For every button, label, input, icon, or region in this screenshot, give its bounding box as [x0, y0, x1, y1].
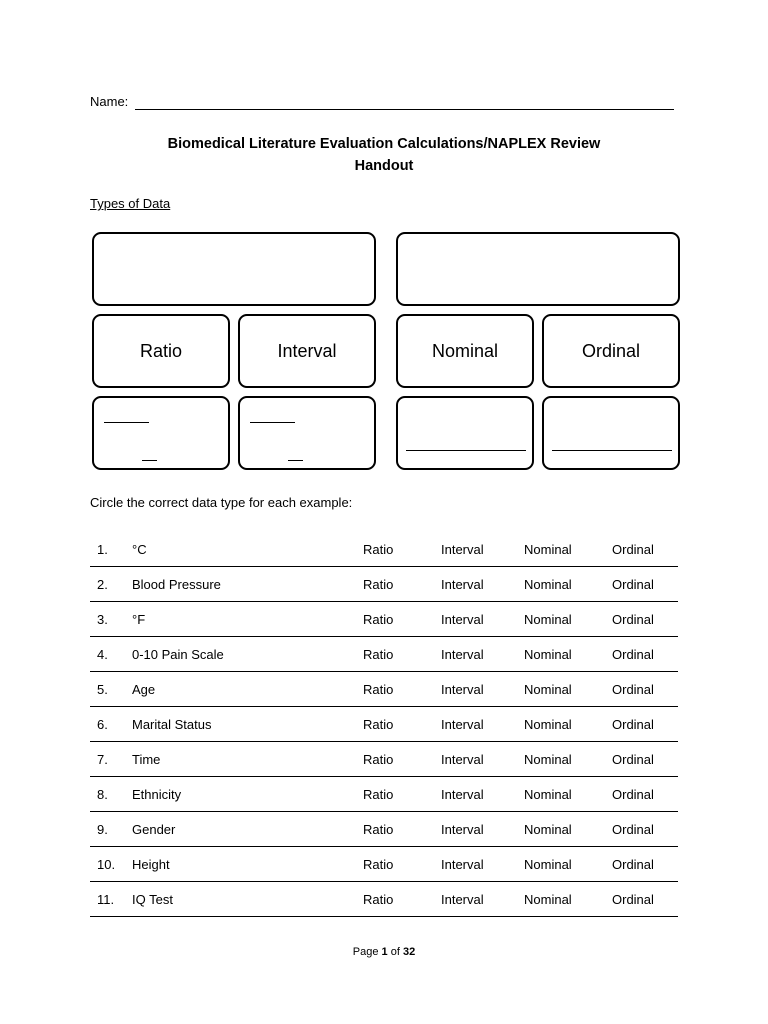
type-box-nominal: [396, 314, 534, 388]
item-label: Age: [132, 682, 156, 697]
item-number: 7.: [97, 752, 108, 767]
title-line-2: Handout: [354, 158, 414, 174]
item-label: IQ Test: [132, 892, 173, 907]
item-label: Marital Status: [132, 717, 212, 732]
table-row: [90, 637, 678, 672]
item-number: 3.: [97, 612, 108, 627]
item-label: °F: [132, 612, 146, 627]
item-number: 11.: [97, 892, 115, 907]
option-nominal[interactable]: Nominal: [524, 577, 572, 592]
option-nominal[interactable]: Nominal: [524, 857, 572, 872]
type-label-interval: Interval: [277, 340, 337, 361]
type-label-ratio: Ratio: [139, 340, 183, 361]
table-row: [90, 707, 678, 742]
option-ordinal[interactable]: Ordinal: [612, 647, 654, 662]
item-label: °C: [132, 542, 147, 557]
option-interval[interactable]: Interval: [441, 787, 484, 802]
type-label-nominal: Nominal: [431, 340, 499, 361]
item-number: 8.: [97, 787, 108, 802]
option-ordinal[interactable]: Ordinal: [612, 717, 654, 732]
category-box-left-label: [94, 234, 374, 304]
option-ratio[interactable]: Ratio: [363, 857, 394, 872]
name-blank-line: [135, 109, 674, 110]
item-label: Height: [132, 857, 170, 872]
option-interval[interactable]: Interval: [441, 822, 484, 837]
option-interval[interactable]: Interval: [441, 892, 484, 907]
option-ordinal[interactable]: Ordinal: [612, 892, 654, 907]
option-nominal[interactable]: Nominal: [524, 822, 572, 837]
item-number: 10.: [97, 857, 116, 872]
answer-blank-line: [552, 450, 672, 451]
answer-box-interval: [238, 396, 376, 470]
option-ordinal[interactable]: Ordinal: [612, 682, 654, 697]
table-row: [90, 882, 678, 917]
option-ratio[interactable]: Ratio: [363, 647, 394, 662]
option-ratio[interactable]: Ratio: [363, 822, 394, 837]
answer-blank-line: [142, 460, 157, 461]
item-number: 4.: [97, 647, 108, 662]
option-ratio[interactable]: Ratio: [363, 787, 394, 802]
option-ratio[interactable]: Ratio: [363, 612, 394, 627]
name-label: Name:: [90, 94, 129, 109]
answer-blank-line: [250, 422, 295, 423]
option-nominal[interactable]: Nominal: [524, 682, 572, 697]
table-row: [90, 742, 678, 777]
item-number: 5.: [97, 682, 108, 697]
table-row: [90, 567, 678, 602]
item-label: Blood Pressure: [132, 577, 221, 592]
footer-page-word: Page: [352, 946, 379, 958]
option-ordinal[interactable]: Ordinal: [612, 577, 654, 592]
name-field: [90, 94, 674, 112]
answer-box-ordinal: [542, 396, 680, 470]
option-interval[interactable]: Interval: [441, 752, 484, 767]
item-label: Time: [132, 752, 161, 767]
option-nominal[interactable]: Nominal: [524, 787, 572, 802]
option-ratio[interactable]: Ratio: [363, 892, 394, 907]
option-nominal[interactable]: Nominal: [524, 892, 572, 907]
category-box-left: [92, 232, 376, 306]
table-row: [90, 777, 678, 812]
option-ratio[interactable]: Ratio: [363, 542, 394, 557]
option-ratio[interactable]: Ratio: [363, 577, 394, 592]
option-ordinal[interactable]: Ordinal: [612, 857, 654, 872]
type-box-ordinal: [542, 314, 680, 388]
option-interval[interactable]: Interval: [441, 682, 484, 697]
option-nominal[interactable]: Nominal: [524, 647, 572, 662]
option-nominal[interactable]: Nominal: [524, 717, 572, 732]
item-number: 1.: [97, 542, 108, 557]
option-ordinal[interactable]: Ordinal: [612, 612, 654, 627]
option-ratio[interactable]: Ratio: [363, 717, 394, 732]
item-number: 9.: [97, 822, 108, 837]
option-interval[interactable]: Interval: [441, 542, 484, 557]
table-row: [90, 812, 678, 847]
option-ordinal[interactable]: Ordinal: [612, 787, 654, 802]
instruction-text: Circle the correct data type for each example:: [90, 495, 353, 510]
document-title: [0, 133, 768, 177]
option-ordinal[interactable]: Ordinal: [612, 542, 654, 557]
option-interval[interactable]: Interval: [441, 717, 484, 732]
table-row: [90, 672, 678, 707]
item-label: Gender: [132, 822, 176, 837]
type-label-ordinal: Ordinal: [581, 340, 641, 361]
option-interval[interactable]: Interval: [441, 857, 484, 872]
category-box-right: [396, 232, 680, 306]
option-nominal[interactable]: Nominal: [524, 612, 572, 627]
item-number: 6.: [97, 717, 108, 732]
option-ratio[interactable]: Ratio: [363, 682, 394, 697]
answer-box-nominal: [396, 396, 534, 470]
item-number: 2.: [97, 577, 108, 592]
answer-blank-line: [104, 422, 149, 423]
table-row: [90, 847, 678, 882]
table-row: [90, 532, 678, 567]
type-box-interval: [238, 314, 376, 388]
title-line-1: Biomedical Literature Evaluation Calculations/NAPLEX Review: [167, 136, 601, 152]
option-ordinal[interactable]: Ordinal: [612, 752, 654, 767]
category-box-right-label: [398, 234, 678, 304]
footer-total-pages: 32: [402, 946, 416, 958]
page-footer: [0, 946, 768, 958]
footer-page-number: 1: [381, 946, 388, 958]
option-ordinal[interactable]: Ordinal: [612, 822, 654, 837]
item-label: Ethnicity: [132, 787, 182, 802]
option-interval[interactable]: Interval: [441, 612, 484, 627]
option-nominal[interactable]: Nominal: [524, 752, 572, 767]
option-interval[interactable]: Interval: [441, 647, 484, 662]
option-ratio[interactable]: Ratio: [363, 752, 394, 767]
item-label: 0-10 Pain Scale: [132, 647, 224, 662]
answer-blank-line: [406, 450, 526, 451]
type-box-ratio: [92, 314, 230, 388]
option-nominal[interactable]: Nominal: [524, 542, 572, 557]
option-interval[interactable]: Interval: [441, 577, 484, 592]
question-table: [90, 532, 678, 917]
footer-of-word: of: [390, 946, 400, 958]
answer-box-ratio: [92, 396, 230, 470]
section-heading: Types of Data: [90, 196, 171, 211]
answer-blank-line: [288, 460, 303, 461]
table-row: [90, 602, 678, 637]
